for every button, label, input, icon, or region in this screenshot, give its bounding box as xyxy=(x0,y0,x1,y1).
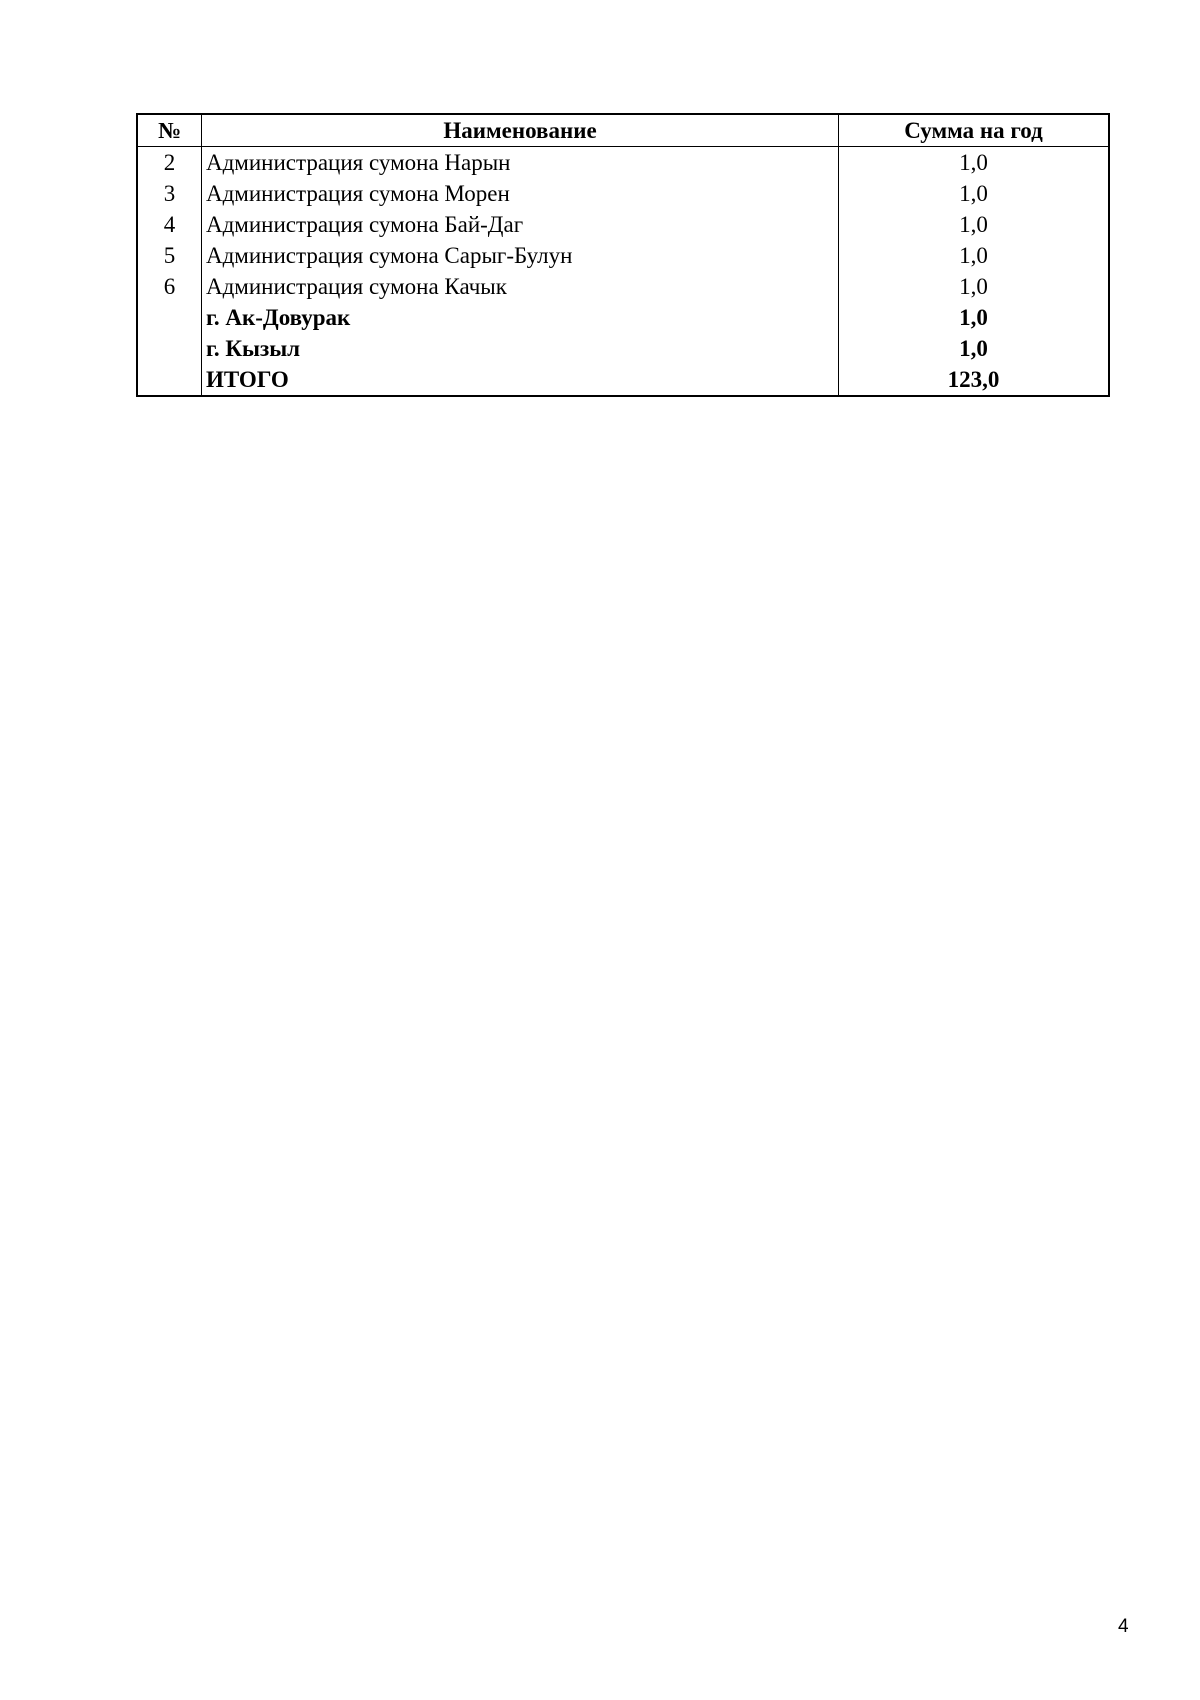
row-number xyxy=(137,333,202,364)
row-name: Администрация сумона Бай-Даг xyxy=(202,209,839,240)
row-name: Администрация сумона Морен xyxy=(202,178,839,209)
row-sum: 1,0 xyxy=(959,150,988,175)
table-row xyxy=(137,271,1109,302)
row-number: 2 xyxy=(137,147,202,179)
total-sum: 123,0 xyxy=(947,367,1000,392)
header-sum: Сумма на год xyxy=(839,114,1110,147)
row-name: Администрация сумона Качык xyxy=(202,271,839,302)
row-number: 6 xyxy=(137,271,202,302)
page-number: 4 xyxy=(1118,1616,1129,1637)
row-number xyxy=(137,302,202,333)
row-name: Администрация сумона Сарыг-Булун xyxy=(202,240,839,271)
row-number: 3 xyxy=(137,178,202,209)
row-sum: 1,0 xyxy=(959,181,988,206)
table-row xyxy=(137,147,1109,179)
row-name: Администрация сумона Нарын xyxy=(202,147,839,179)
row-sum: 1,0 xyxy=(959,243,988,268)
row-name: г. Кызыл xyxy=(202,333,839,364)
header-name: Наименование xyxy=(202,114,839,147)
table-row xyxy=(137,209,1109,240)
table-row-city xyxy=(137,333,1109,364)
row-number: 4 xyxy=(137,209,202,240)
table-row xyxy=(137,240,1109,271)
row-sum: 1,0 xyxy=(959,212,988,237)
row-sum: 1,0 xyxy=(959,336,988,361)
table-row-total xyxy=(137,364,1109,396)
budget-table xyxy=(136,113,1110,397)
table-row xyxy=(137,178,1109,209)
table-row-city xyxy=(137,302,1109,333)
row-number: 5 xyxy=(137,240,202,271)
row-name: г. Ак-Довурак xyxy=(202,302,839,333)
row-sum: 1,0 xyxy=(959,305,988,330)
header-number: № xyxy=(137,114,202,147)
row-number xyxy=(137,364,202,396)
row-sum: 1,0 xyxy=(959,274,988,299)
total-label: ИТОГО xyxy=(202,364,839,396)
table-header-row xyxy=(137,114,1109,147)
